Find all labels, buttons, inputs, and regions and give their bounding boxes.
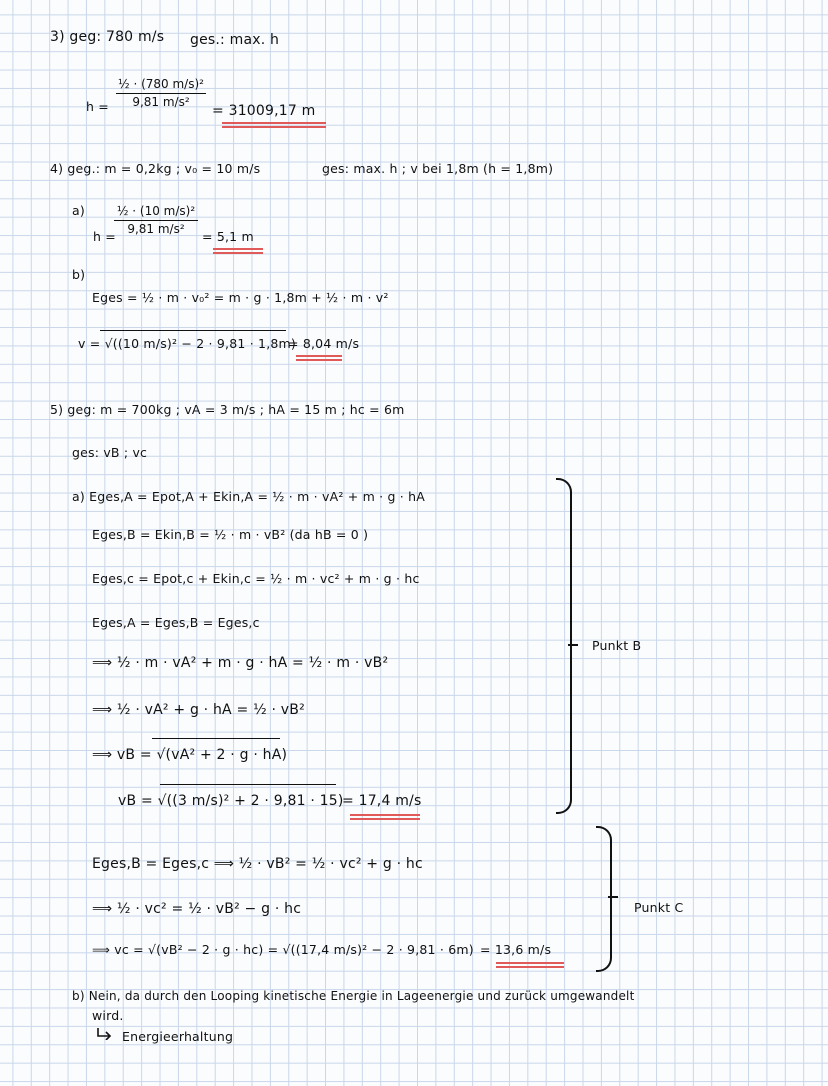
task-3-fraction (116, 78, 206, 109)
task-4-given: 4) geg.: m = 0,2kg ; v₀ = 10 m/s (50, 161, 261, 176)
task-5a-c-step-2: ⟹ ½ · vc² = ½ · vB² − g · hc (92, 901, 302, 917)
brace-punkt-b (556, 478, 572, 814)
task-3-fraction-numerator: ½ · (780 m/s)² (118, 77, 204, 91)
result-underline (222, 122, 326, 128)
sqrt-bar (100, 330, 286, 331)
task-4a-fraction-denominator: 9,81 m/s² (127, 222, 185, 237)
task-4a-label: a) (72, 203, 85, 218)
sqrt-bar (160, 784, 336, 785)
task-4a-fraction-numerator: ½ · (10 m/s)² (116, 204, 196, 218)
task-5a-c-step-1: Eges,B = Eges,c ⟹ ½ · vB² = ½ · vc² + g · hc (92, 856, 423, 872)
task-4a-h-label: h = (93, 229, 116, 244)
task-5b-answer-cont: wird. (92, 1008, 124, 1023)
task-5b-answer: b) Nein, da durch den Looping kinetische Energie in Lageenergie und zurück umgewandelt (72, 989, 635, 1003)
task-4a-result: = 5,1 m (202, 229, 254, 244)
label-punkt-b: Punkt B (592, 638, 642, 653)
task-4b-label: b) (72, 267, 86, 282)
fraction-bar (114, 220, 198, 221)
task-5a-vb-result: = 17,4 m/s (342, 793, 422, 809)
task-5a-step-3: ⟹ vB = √(vA² + 2 · g · hA) (92, 747, 288, 763)
task-4b-energy-equation: Eges = ½ · m · v₀² = m · g · 1,8m + ½ · m · v² (92, 290, 389, 305)
task-4-sought: ges: max. h ; v bei 1,8m (h = 1,8m) (322, 161, 554, 176)
label-punkt-c: Punkt C (634, 900, 684, 915)
sqrt-bar (152, 738, 280, 739)
task-5a-c-step-3: ⟹ vc = √(vB² − 2 · g · hc) = √((17,4 m/s)² − 2 · 9,81 · 6m) (92, 942, 474, 957)
task-5a-eges-c: Eges,c = Epot,c + Ekin,c = ½ · m · vc² + m · g · hc (92, 571, 420, 586)
task-5a-eges-a: a) Eges,A = Epot,A + Ekin,A = ½ · m · vA² + m · g · hA (72, 489, 426, 504)
result-underline (213, 248, 263, 254)
result-underline (496, 962, 564, 968)
task-5-sought: ges: vB ; vc (72, 445, 148, 460)
task-4b-result: = 8,04 m/s (288, 336, 360, 351)
task-4b-v-formula: v = √((10 m/s)² − 2 · 9,81 · 1,8m) (78, 336, 296, 351)
task-5a-vb-calc: vB = √((3 m/s)² + 2 · 9,81 · 15) (118, 793, 344, 809)
task-5-given: 5) geg: m = 700kg ; vA = 3 m/s ; hA = 15 m ; hc = 6m (50, 402, 405, 417)
brace-punkt-c (596, 826, 612, 972)
task-5a-step-2: ⟹ ½ · vA² + g · hA = ½ · vB² (92, 702, 305, 718)
task-5a-vc-result: = 13,6 m/s (480, 942, 552, 957)
result-underline (350, 814, 420, 820)
task-3-sought: ges.: max. h (190, 32, 280, 48)
task-5a-step-1: ⟹ ½ · m · vA² + m · g · hA = ½ · m · vB² (92, 655, 389, 671)
task-3-fraction-denominator: 9,81 m/s² (132, 95, 190, 110)
fraction-bar (116, 93, 206, 94)
brace-tip (568, 644, 578, 646)
task-5a-eges-b: Eges,B = Ekin,B = ½ · m · vB² (da hB = 0 ) (92, 527, 369, 542)
task-3-given: 3) geg: 780 m/s (50, 29, 165, 45)
task-5a-energy-conservation: Eges,A = Eges,B = Eges,c (92, 615, 260, 630)
task-4a-fraction (114, 205, 198, 236)
task-5b-conclusion: Energieerhaltung (122, 1029, 234, 1044)
brace-tip (608, 896, 618, 898)
task-3-h-label: h = (86, 99, 109, 114)
return-arrow-icon (96, 1028, 112, 1040)
result-underline (296, 355, 342, 361)
task-3-result: = 31009,17 m (212, 103, 316, 119)
